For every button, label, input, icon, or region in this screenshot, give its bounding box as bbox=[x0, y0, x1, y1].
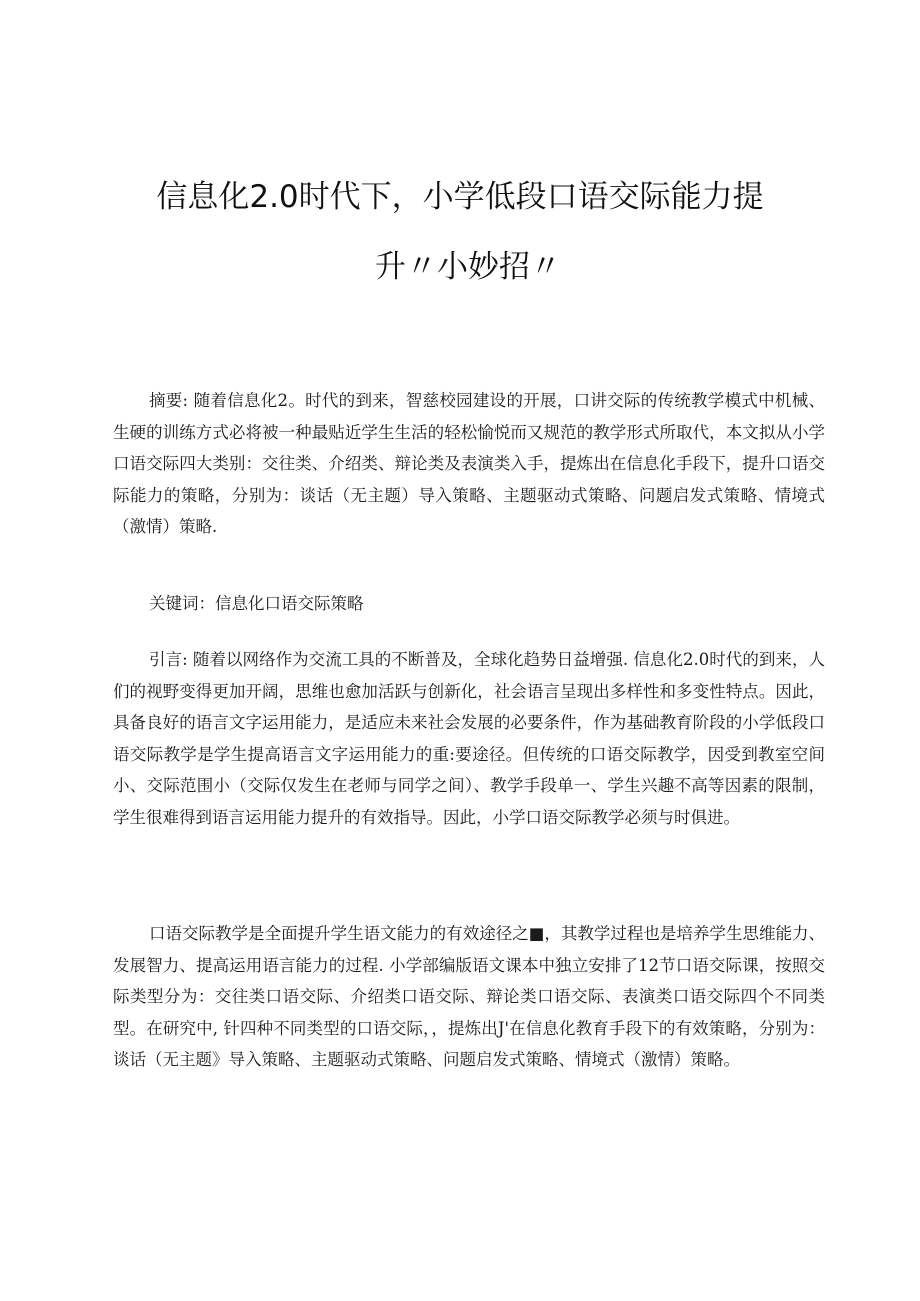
abstract-paragraph: 摘要: 随着信息化2。时代的到来，智慈校园建设的开展，口讲交际的传统教学模式中机械、生硬的训练方式必将被一种最贴近学生生活的轻松愉悦而又规范的教学形式所取代，本文拟从小学口语交际四大类别：交往类、介绍类、辩论类及表演类入手，提炼出在信息化手段下，提升口语交际能力的策略，分别为：谈话（无主题）导入策略、主题驱动式策略、问题启发式策略、情境式（激情）策略. bbox=[113, 391, 825, 537]
document-title-line-1: 信息化2.0时代下，小学低段口语交际能力提 bbox=[156, 179, 764, 215]
document-title-line-2: 升〃小妙招〃 bbox=[375, 249, 561, 285]
keywords-paragraph: 关键词：信息化口语交际策略 bbox=[149, 594, 364, 613]
body-paragraph: 口语交际教学是全面提升学生语文能力的有效途径之■，其教学过程也是培养学生思维能力、发展智力、提高运用语言能力的过程. 小学部编版语文课本中独立安排了12节口语交际课，按照交际类型分为：交往类口语交际、介绍类口语交际、辩论类口语交际、表演类口语交际四个不同类型。在研究中, 针四种不同类型的口语交际，，提炼出J'在信息化教育手段下的有效策略，分别为：谈话（无主题》导入策略、主题驱动式策略、问题启发式策略、情境式（激情）策略。 bbox=[113, 924, 825, 1070]
introduction-paragraph: 引言: 随着以网络作为交流工具的不断普及，全球化趋势日益增强. 信息化2.0时代的到来，人们的视野变得更加开阔，思维也愈加活跃与创新化，社会语言呈现出多样性和多变性特点。因此，具备良好的语言文字运用能力，是适应未来社会发展的必要条件，作为基础教育阶段的小学低段口语交际教学是学生提高语言文字运用能力的重:要途径。但传统的口语交际教学，因受到教室空间小、交际范围小（交际仅发生在老师与同学之间）、教学手段单一、学生兴趣不高等因素的限制，学生很难得到语言运用能力提升的有效指导。因此，小学口语交际教学必须与时俱进。 bbox=[113, 650, 825, 827]
